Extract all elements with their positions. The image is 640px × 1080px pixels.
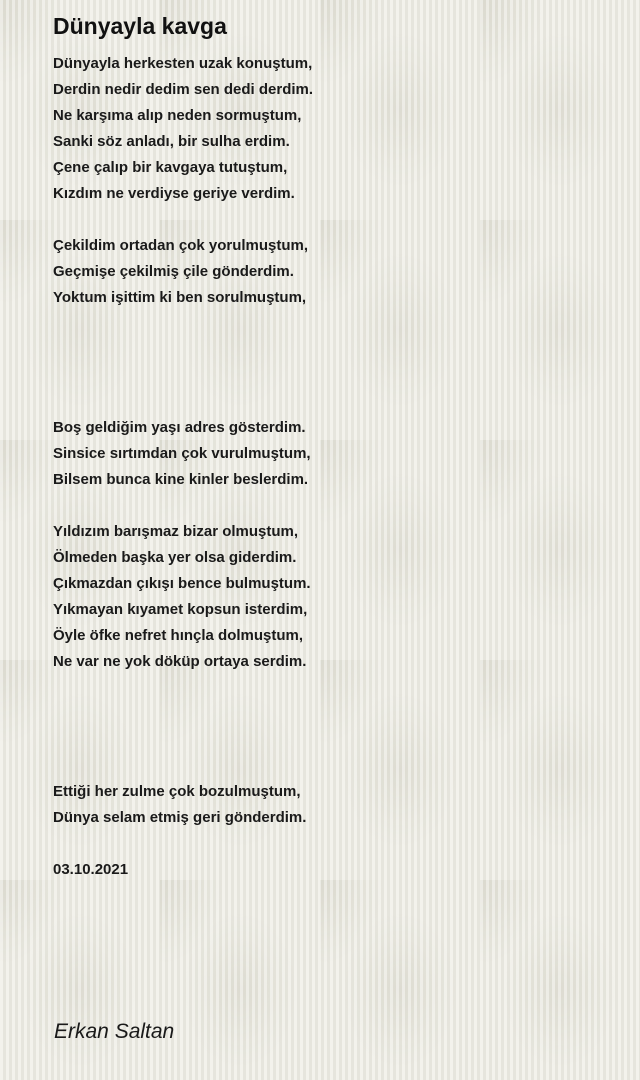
stanza-break [53, 727, 613, 753]
stanza-break [53, 831, 613, 857]
poem-line: Kızdım ne verdiyse geriye verdim. [53, 185, 295, 202]
poem-line: Sinsice sırtımdan çok vurulmuştum, [53, 445, 311, 462]
stanza-break [53, 701, 613, 727]
stanza-break [53, 207, 613, 233]
poem-line: Ettiği her zulme çok bozulmuştum, [53, 783, 301, 800]
poem-line: Yıldızım barışmaz bizar olmuştum, [53, 523, 299, 540]
poem-line: Yoktum işittim ki ben sorulmuştum, [53, 289, 307, 306]
poem-line: Ölmeden başka yer olsa giderdim. [53, 549, 297, 566]
poem-body [53, 51, 613, 883]
stanza-break [53, 493, 613, 519]
poem-date: 03.10.2021 [53, 861, 129, 878]
poem-line: Sanki söz anladı, bir sulha erdim. [53, 133, 290, 150]
poem-line: Geçmişe çekilmiş çile gönderdim. [53, 263, 294, 280]
poem-line: Ne var ne yok döküp ortaya serdim. [53, 653, 307, 670]
poem-line: Ne karşıma alıp neden sormuştum, [53, 107, 302, 124]
poem-line: Derdin nedir dedim sen dedi derdim. [53, 81, 314, 98]
poem-line: Boş geldiğim yaşı adres gösterdim. [53, 419, 306, 436]
stanza-break [53, 675, 613, 701]
poem-title: Dünyayla kavga [53, 13, 227, 39]
stanza-break [53, 311, 613, 337]
poem-line: Yıkmayan kıyamet kopsun isterdim, [53, 601, 308, 618]
poem-line: Dünya selam etmiş geri gönderdim. [53, 809, 307, 826]
poem-line: Bilsem bunca kine kinler beslerdim. [53, 471, 309, 488]
poem-line: Çıkmazdan çıkışı bence bulmuştum. [53, 575, 311, 592]
stanza-break [53, 753, 613, 779]
poem-line: Çene çalıp bir kavgaya tutuştum, [53, 159, 288, 176]
stanza-break [53, 389, 613, 415]
stanza-break [53, 337, 613, 363]
poem-line: Çekildim ortadan çok yorulmuştum, [53, 237, 309, 254]
poem-author: Erkan Saltan [54, 1020, 175, 1043]
stanza-break [53, 363, 613, 389]
poem-line: Öyle öfke nefret hınçla dolmuştum, [53, 627, 304, 644]
poem-line: Dünyayla herkesten uzak konuştum, [53, 55, 313, 72]
